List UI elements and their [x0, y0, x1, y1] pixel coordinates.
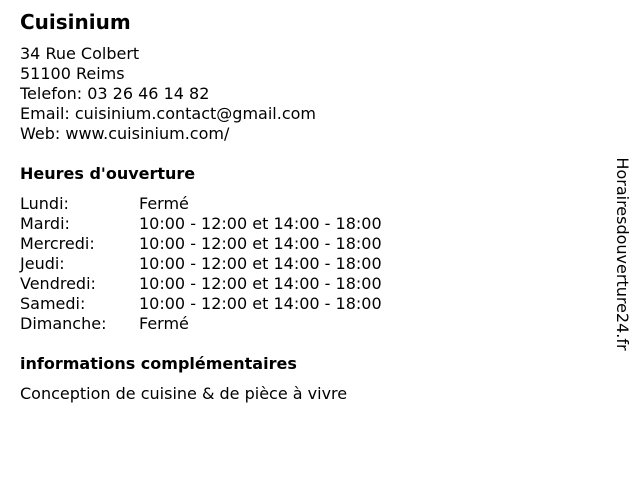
additional-info-heading: informations complémentaires: [20, 354, 297, 373]
time-value: Fermé: [139, 194, 189, 213]
day-label: Dimanche:: [20, 314, 107, 333]
opening-hours-heading: Heures d'ouverture: [20, 164, 196, 183]
time-value: 10:00 - 12:00 et 14:00 - 18:00: [139, 214, 382, 233]
additional-info-text: Conception de cuisine & de pièce à vivre: [20, 384, 348, 403]
time-value: 10:00 - 12:00 et 14:00 - 18:00: [139, 254, 382, 273]
address-city: 51100 Reims: [20, 64, 125, 83]
contact-details: [20, 44, 316, 144]
email-address: Email: cuisinium.contact@gmail.com: [20, 104, 316, 123]
day-label: Samedi:: [20, 294, 86, 313]
business-name: Cuisinium: [20, 10, 131, 34]
time-value: Fermé: [139, 314, 189, 333]
time-value: 10:00 - 12:00 et 14:00 - 18:00: [139, 274, 382, 293]
phone-number: Telefon: 03 26 46 14 82: [20, 84, 210, 103]
day-label: Jeudi:: [20, 254, 65, 273]
day-label: Mardi:: [20, 214, 70, 233]
day-label: Lundi:: [20, 194, 69, 213]
website: Web: www.cuisinium.com/: [20, 124, 230, 143]
site-watermark: Horairesdouverture24.fr: [613, 157, 632, 351]
day-label: Vendredi:: [20, 274, 96, 293]
address-street: 34 Rue Colbert: [20, 44, 140, 63]
time-value: 10:00 - 12:00 et 14:00 - 18:00: [139, 294, 382, 313]
time-value: 10:00 - 12:00 et 14:00 - 18:00: [139, 234, 382, 253]
day-label: Mercredi:: [20, 234, 95, 253]
